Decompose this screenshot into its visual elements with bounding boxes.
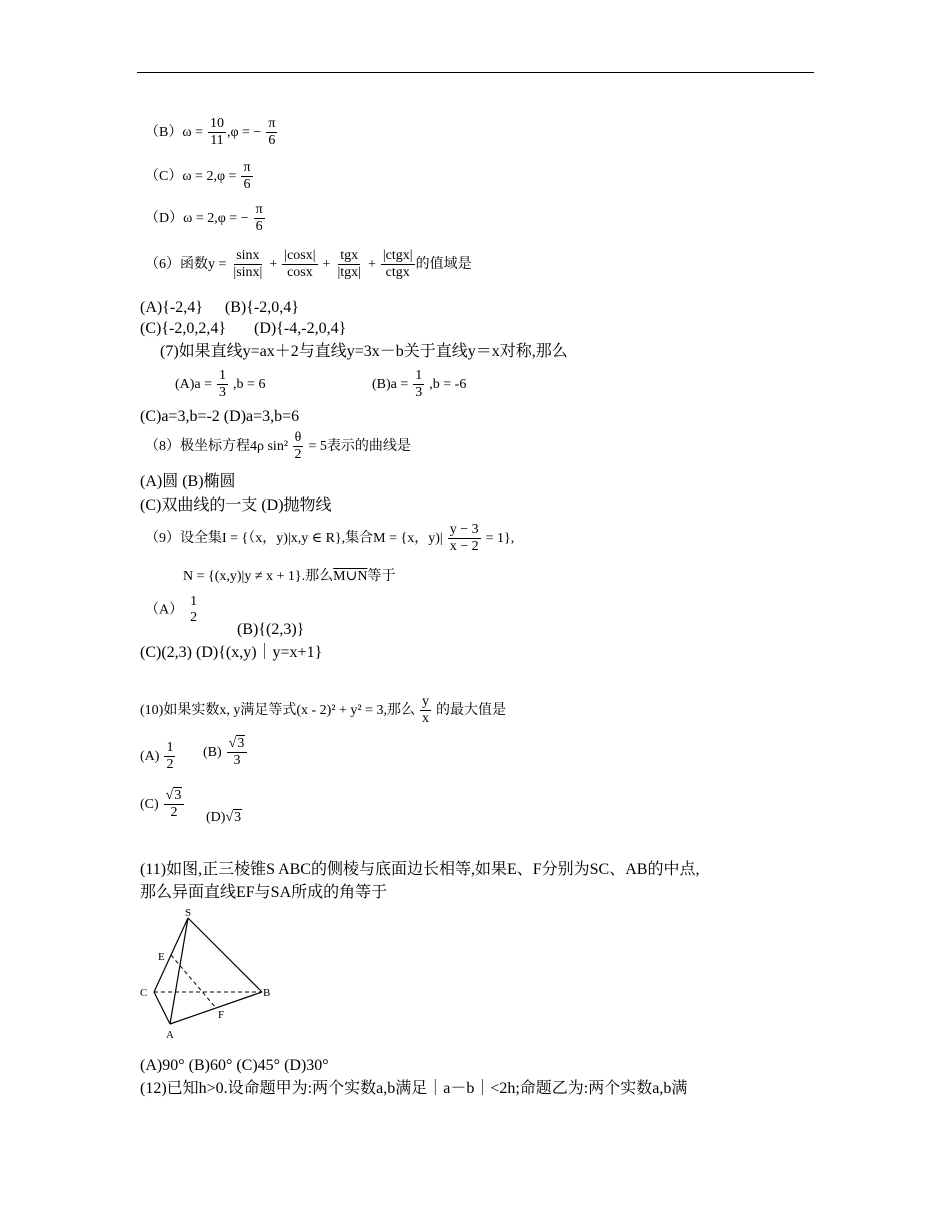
pyramid-figure [136,904,276,1044]
q6-options-cd: (C){-2,0,2,4} (D){-4,-2,0,4} [140,320,347,337]
q5-option-c: （C）ω = 2,φ = $\frac{\pi}{6}$ [145,160,251,192]
q9-option-a: （A） 1 2 [145,594,198,625]
q8-stem: （8）极坐标方程4ρ sin² $\frac{\theta}{2}$ = 5表示的曲线是 [145,430,411,462]
header-rule [137,72,814,73]
q7-option-a: (A)a = $\frac{1}{3}$ ,b = 6 [175,368,266,400]
q11-stem-line1: (11)如图,正三棱锥S ABC的侧棱与底面边长相等,如果E、F分别为SC、AB的中点, [140,861,700,878]
q9-options-cd: (C)(2,3) (D){(x,y)｜y=x+1} [140,644,323,661]
q7-option-b: (B)a = $\frac{1}{3}$ ,b = -6 [372,368,467,400]
q11-options: (A)90° (B)60° (C)45° (D)30° [140,1057,329,1074]
q11-stem-line2: 那么异面直线EF与SA所成的角等于 [140,884,388,901]
q9-stem-line2: N = {(x,y)|y ≠ x + 1}.那么M∪N等于 [183,569,396,584]
label-s: S [185,907,192,919]
q12-stem-line1: (12)已知h>0.设命题甲为:两个实数a,b满足｜a－b｜<2h;命题乙为:两个实数a,b满 [140,1080,688,1097]
q10-stem: (10)如果实数x, y满足等式(x - 2)² + y² = 3,那么 $\frac{y}{x}$ 的最大值是 [140,694,506,726]
q10-option-b: (B) $\frac{√3}{3}$ [203,736,248,769]
q6-stem: （6）函数y = $\frac{\sin x}{|\sin x|}$ + $\frac{|\cos x|}{\cos x}$ + $\frac{\text{tgx}}{\text{|tgx|}}$ + $\frac{\text{|ctgx|}}{\text{ctgx}}$ 的值域是 [145,248,472,280]
q10-option-d: (D)√3 [206,810,242,825]
label-a: A [166,1029,174,1041]
q9-option-b: (B){(2,3)} [237,621,305,638]
q10-option-a: (A) $\frac{1}{2}$ [140,740,174,772]
label-e: E [158,951,165,963]
q7-options-cd: (C)a=3,b=-2 (D)a=3,b=6 [140,408,300,425]
label-f: F [218,1009,225,1021]
q10-option-c: (C) $\frac{√3}{2}$ [140,788,185,821]
q5-option-d: （D）ω = 2,φ = − $\frac{\pi}{6}$ [145,202,263,234]
q9-stem-line1: （9）设全集I = {（x，y)|x,y ∈ R},集合M = {x，y)| $\frac{y - 3}{x - 2}$ = 1}, [145,522,515,554]
q8-options-cd: (C)双曲线的一支 (D)抛物线 [140,497,332,514]
label-b: B [263,987,271,999]
label-c: C [140,987,148,999]
q6-options-ab: (A){-2,4} (B){-2,0,4} [140,299,299,316]
q8-options-ab: (A)圆 (B)椭圆 [140,473,236,490]
q5-option-b: （B）ω = $\frac{10}{11}$ ,φ = − $\frac{\pi}{6}$ [145,116,276,148]
q7-stem: (7)如果直线y=ax＋2与直线y=3x－b关于直线y＝x对称,那么 [160,343,568,360]
